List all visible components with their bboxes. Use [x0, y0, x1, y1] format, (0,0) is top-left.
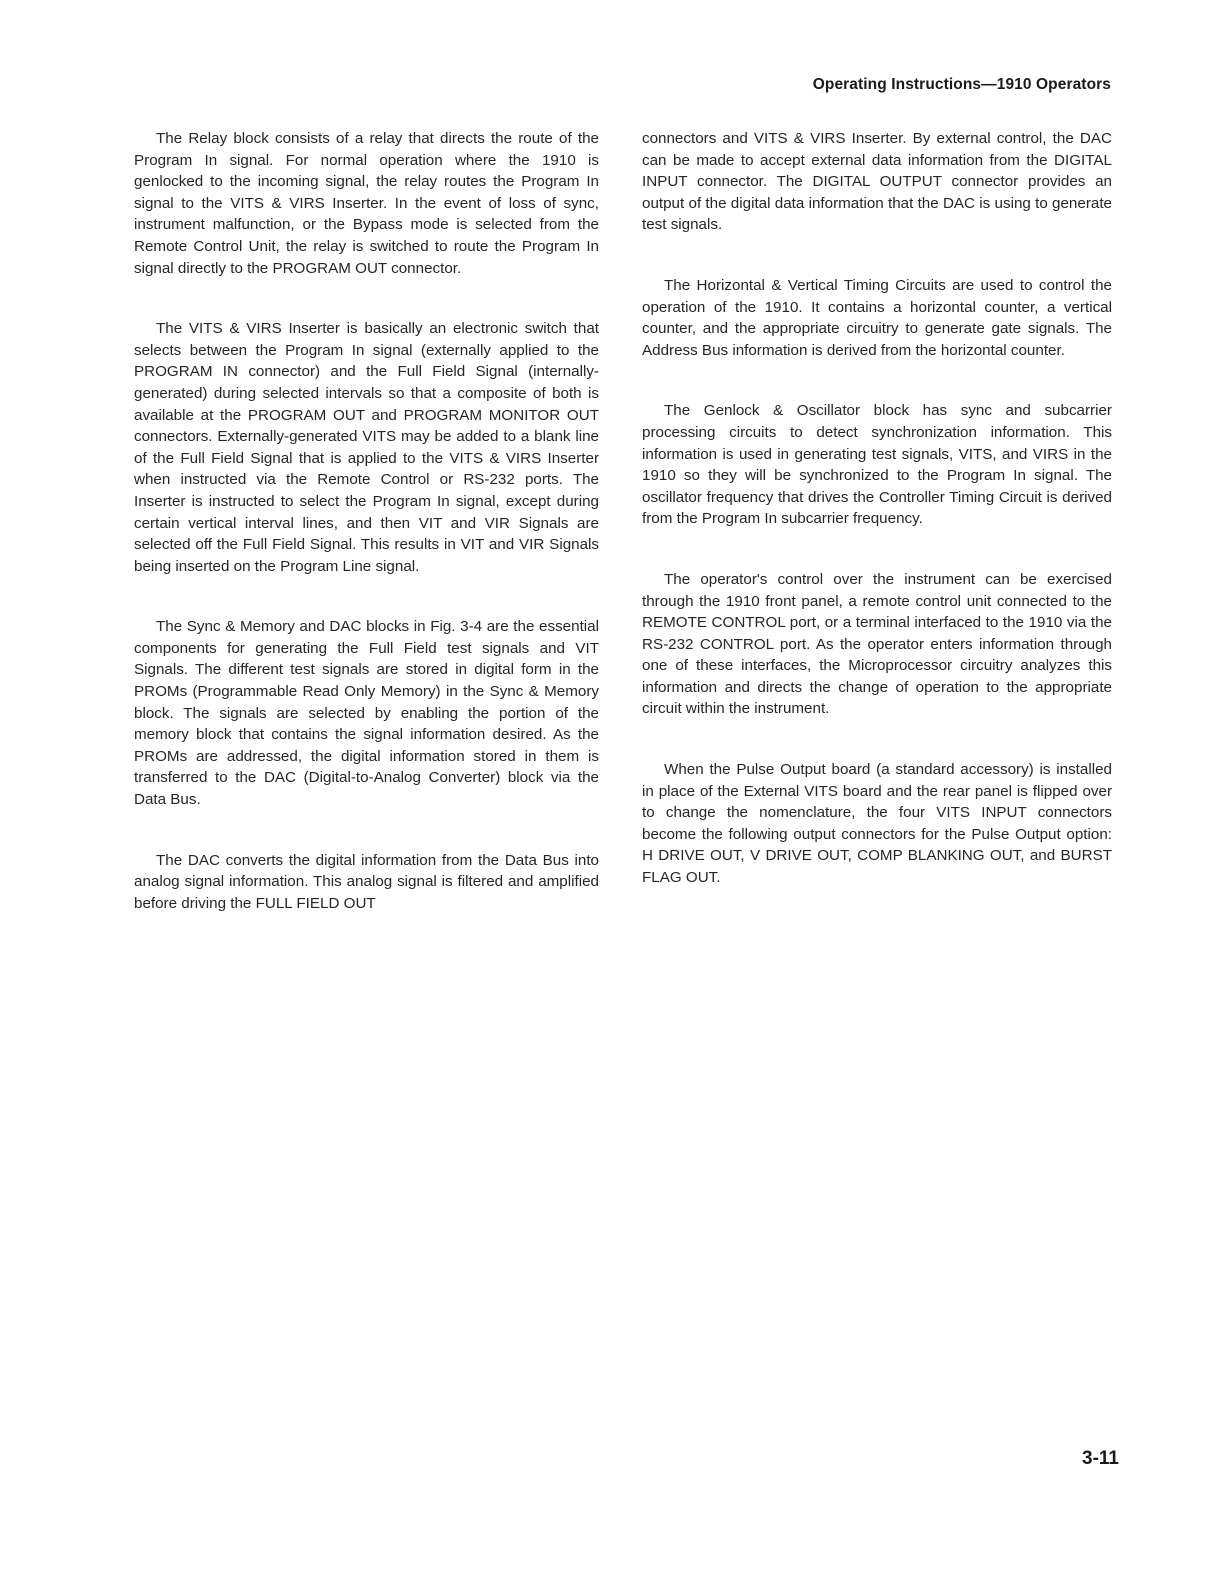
paragraph-dac-continuation: connectors and VITS & VIRS Inserter. By external control, the DAC can be made to accept external data information from the DIGITAL INPUT connector. The DIGITAL OUTPUT connector provides an output of the digital data information that the DAC is using to generate test signals. [642, 130, 1112, 234]
paragraph-timing-circuits: The Horizontal & Vertical Timing Circuits are used to control the operation of the 1910. It contains a horizontal counter, a vertical counter, and the appropriate circuitry to generate gate signals. The Address Bus information is derived from the horizontal counter. [642, 276, 1112, 359]
paragraph-dac-converts: The DAC converts the digital information from the Data Bus into analog signal information. This analog signal is filtered and amplified before driving the FULL FIELD OUT [134, 851, 599, 912]
paragraph-genlock-oscillator: The Genlock & Oscillator block has sync and subcarrier processing circuits to detect synchronization information. This information is used in generating test signals, VITS, and VIRS in the 1910 so they will be synchronized to the Program In signal. The oscillator frequency that drives the Controller Timing Circuit is derived from the Program In subcarrier frequency. [642, 402, 1112, 528]
right-column [642, 128, 1112, 889]
running-header: Operating Instructions—1910 Operators [812, 76, 1111, 93]
left-column [134, 128, 599, 914]
page-number: 3-11 [1082, 1448, 1119, 1469]
paragraph-vits-virs-inserter: The VITS & VIRS Inserter is basically an electronic switch that selects between the Program In signal (externally applied to the PROGRAM IN connector) and the Full Field Signal (internally-generated) during selected intervals so that a composite of both is available at the PROGRAM OUT and PROGRAM MONITOR OUT connectors. Externally-generated VITS may be added to a blank line of the Full Field Signal that is applied to the VITS & VIRS Inserter when instructed via the Remote Control or RS-232 ports. The Inserter is instructed to select the Program In signal, except during certain vertical interval lines, and then VIT and VIR Signals are selected off the Full Field Signal. This results in VIT and VIR Signals being inserted on the Program Line signal. [134, 320, 599, 575]
paragraph-operator-control: The operator's control over the instrument can be exercised through the 1910 front panel, a remote control unit connected to the REMOTE CONTROL port, or a terminal interfaced to the 1910 via the RS-232 CONTROL port. As the operator enters information through one of these interfaces, the Microprocessor circuitry analyzes this information and directs the change of operation to the appropriate circuit within the instrument. [642, 570, 1112, 718]
paragraph-relay-block: The Relay block consists of a relay that directs the route of the Program In signal. For normal operation where the 1910 is genlocked to the incoming signal, the relay routes the Program In signal to the VITS & VIRS Inserter. In the event of loss of sync, instrument malfunction, or the Bypass mode is selected from the Remote Control Unit, the relay is switched to route the Program In signal directly to the PROGRAM OUT connector. [134, 130, 599, 277]
paragraph-pulse-output: When the Pulse Output board (a standard accessory) is installed in place of the External VITS board and the rear panel is flipped over to change the nomenclature, the four VITS INPUT connectors become the following output connectors for the Pulse Output option: H DRIVE OUT, V DRIVE OUT, COMP BLANKING OUT, and BURST FLAG OUT. [642, 761, 1112, 887]
paragraph-sync-memory-dac: The Sync & Memory and DAC blocks in Fig. 3-4 are the essential components for generating the Full Field test signals and VIT Signals. The different test signals are stored in digital form in the PROMs (Programmable Read Only Memory) in the Sync & Memory block. The signals are selected by enabling the portion of the memory block that contains the signal information desired. As the PROMs are addressed, the digital information stored in them is transferred to the DAC (Digital-to-Analog Converter) block via the Data Bus. [134, 618, 599, 809]
